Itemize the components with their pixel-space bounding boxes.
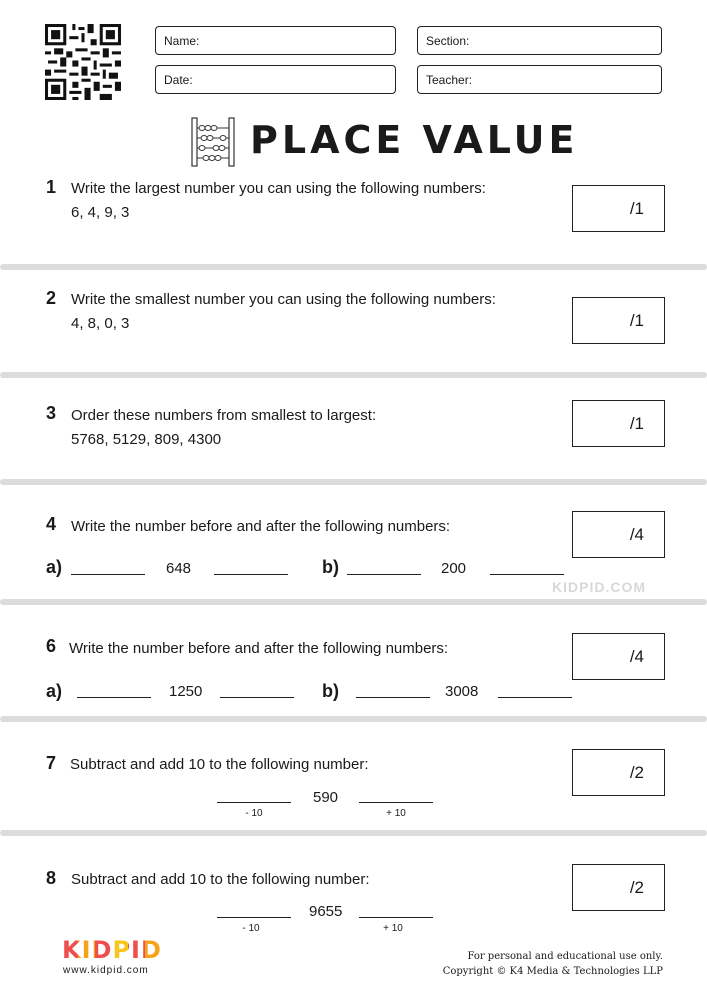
answer-blank[interactable]: [220, 697, 294, 698]
score-box[interactable]: /1: [572, 297, 665, 344]
question-data: 5768, 5129, 809, 4300: [71, 431, 222, 448]
abacus-icon: [190, 116, 236, 168]
divider: [0, 372, 707, 378]
qr-code-icon: [45, 24, 121, 100]
answer-blank[interactable]: [77, 697, 151, 698]
date-field[interactable]: [155, 65, 396, 94]
section-field[interactable]: [417, 26, 662, 55]
question-text: Write the smallest number you can using the following numbers:: [71, 291, 496, 308]
logo-text: KIDPID: [62, 936, 162, 964]
part-a-label: a): [46, 557, 63, 577]
question-number: 7: [46, 753, 57, 773]
section-label: Section:: [426, 34, 470, 48]
question-text: Subtract and add 10 to the following number:: [70, 756, 369, 773]
answer-blank[interactable]: [71, 574, 145, 575]
answer-blank[interactable]: [217, 802, 291, 803]
question-number: 3: [46, 403, 57, 423]
question-text: Subtract and add 10 to the following number:: [71, 871, 370, 888]
minus-ten-label: - 10: [245, 808, 263, 819]
watermark: KIDPID.COM: [552, 579, 646, 595]
divider: [0, 264, 707, 270]
footer-copyright: Copyright © K4 Media & Technologies LLP: [442, 966, 663, 977]
score-box[interactable]: /1: [572, 185, 665, 232]
date-label: Date:: [164, 73, 193, 87]
divider: [0, 479, 707, 485]
question-data: 4, 8, 0, 3: [71, 315, 130, 332]
score-box[interactable]: /2: [572, 749, 665, 796]
teacher-field[interactable]: [417, 65, 662, 94]
question-text: Write the number before and after the following numbers:: [71, 518, 451, 535]
answer-blank[interactable]: [498, 697, 572, 698]
score-box[interactable]: /1: [572, 400, 665, 447]
teacher-label: Teacher:: [426, 73, 473, 87]
given-number: 200: [441, 560, 467, 577]
part-b-label: b): [322, 681, 339, 701]
score-box[interactable]: /4: [572, 511, 665, 558]
divider: [0, 716, 707, 722]
given-number: 590: [313, 789, 339, 806]
question-number: 8: [46, 868, 57, 888]
part-b-label: b): [322, 557, 339, 577]
question-text: Write the largest number you can using the following numbers:: [71, 180, 486, 197]
question-number: 2: [46, 288, 57, 308]
answer-blank[interactable]: [214, 574, 288, 575]
name-label: Name:: [164, 34, 200, 48]
footer-note: For personal and educational use only.: [467, 951, 663, 962]
answer-blank[interactable]: [217, 917, 291, 918]
divider: [0, 599, 707, 605]
question-text: Order these numbers from smallest to largest:: [71, 407, 377, 424]
plus-ten-label: + 10: [386, 808, 406, 819]
question-number: 6: [46, 636, 57, 656]
question-text: Write the number before and after the following numbers:: [69, 640, 449, 657]
answer-blank[interactable]: [359, 802, 433, 803]
given-number: 1250: [169, 683, 203, 700]
question-data: 6, 4, 9, 3: [71, 204, 130, 221]
answer-blank[interactable]: [347, 574, 421, 575]
answer-blank[interactable]: [490, 574, 564, 575]
divider: [0, 830, 707, 836]
score-box[interactable]: /4: [572, 633, 665, 680]
logo-url: www.kidpid.com: [63, 965, 149, 976]
page-title: PLACE VALUE: [250, 118, 579, 162]
answer-blank[interactable]: [359, 917, 433, 918]
given-number: 648: [166, 560, 192, 577]
minus-ten-label: - 10: [242, 923, 260, 934]
plus-ten-label: + 10: [383, 923, 403, 934]
question-number: 4: [46, 514, 57, 534]
answer-blank[interactable]: [356, 697, 430, 698]
given-number: 9655: [309, 903, 343, 920]
name-field[interactable]: [155, 26, 396, 55]
score-box[interactable]: /2: [572, 864, 665, 911]
part-a-label: a): [46, 681, 63, 701]
given-number: 3008: [445, 683, 479, 700]
question-number: 1: [46, 177, 57, 197]
kidpid-logo: [62, 937, 162, 963]
